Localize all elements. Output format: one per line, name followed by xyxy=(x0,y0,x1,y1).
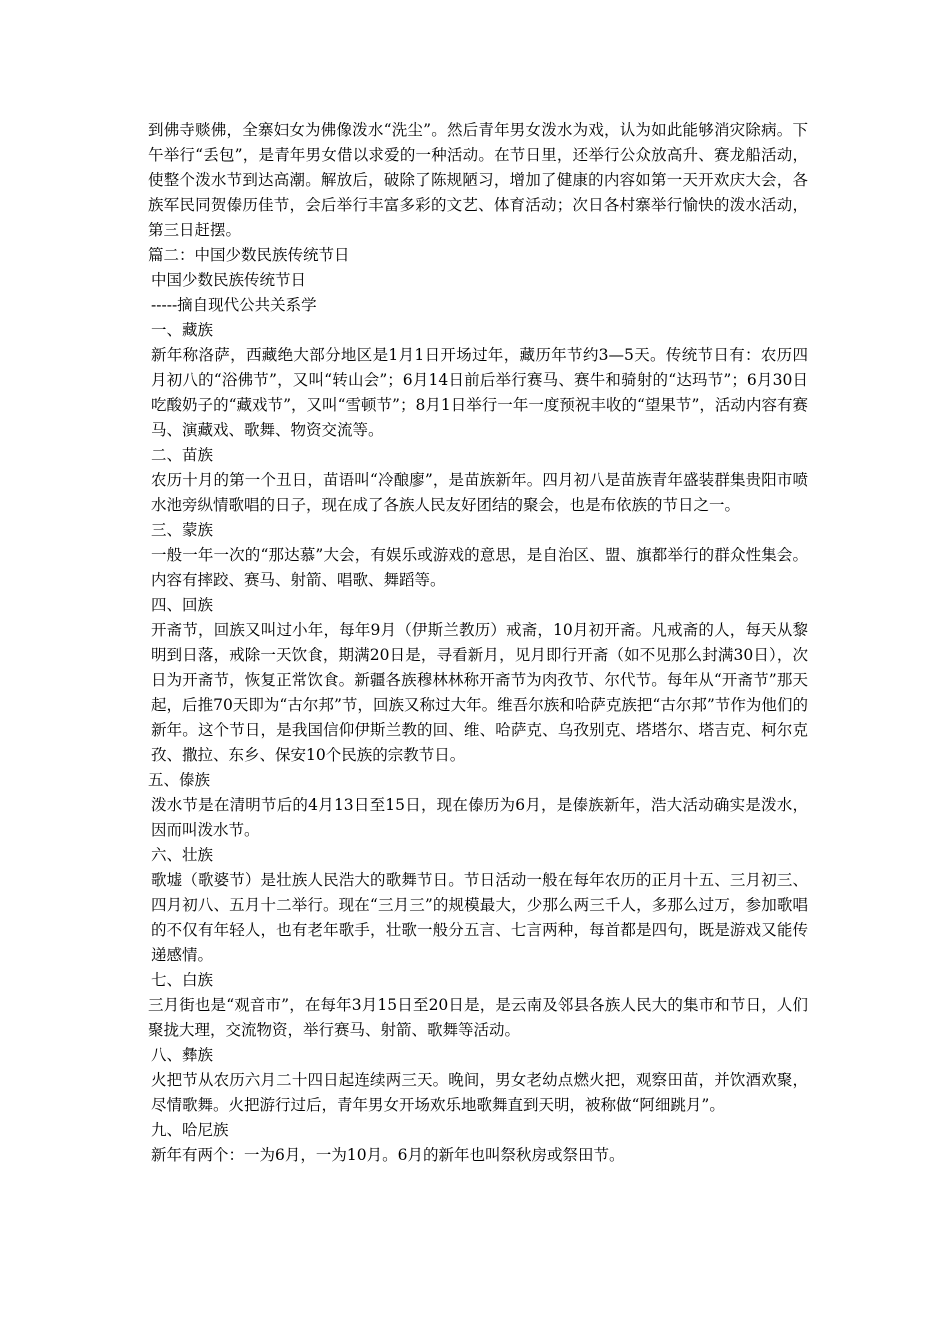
intro-paragraph: 到佛寺赕佛，全寨妇女为佛像泼水“洗尘”。然后青年男女泼水为戏，认为如此能够消灾除病。下午举行“丢包”，是青年男女借以求爱的一种活动。在节日里，还举行公众放高升、赛龙船活动，使整个泼水节到达高潮。解放后，破除了陈规陋习，增加了健康的内容如第一天开欢庆大会，各族军民同贺傣历佳节，会后举行丰富多彩的文艺、体育活动；次日各村寨举行愉快的泼水活动，第三日赶摆。 xyxy=(148,121,808,239)
section-heading-hui: 四、回族 xyxy=(151,596,214,614)
section-body-tibetan: 新年称洛萨，西藏绝大部分地区是1月1日开场过年，藏历年节约3—5天。传统节日有：农历四月初八的“浴佛节”，又叫“转山会”；6月14日前后举行赛马、赛牛和骑射的“达玛节”；6月30日吃酸奶子的“藏戏节”，又叫“雪顿节”；8月1日举行一年一度预祝丰收的“望果节”，活动内容有赛马、演藏戏、歌舞、物资交流等。 xyxy=(151,346,808,439)
part-heading: 篇二：中国少数民族传统节日 xyxy=(148,246,350,264)
document-page xyxy=(148,118,808,1168)
section-body-yi: 火把节从农历六月二十四日起连续两三天。晚间，男女老幼点燃火把，观察田苗，并饮酒欢聚，尽情歌舞。火把游行过后，青年男女开场欢乐地歌舞直到天明，被称做“阿细跳月”。 xyxy=(151,1071,808,1114)
section-heading-hani: 九、哈尼族 xyxy=(151,1121,229,1139)
section-body-hui: 开斋节，回族又叫过小年，每年9月（伊斯兰教历）戒斋，10月初开斋。凡戒斋的人，每天从黎明到日落，戒除一天饮食，期满20日是，寻看新月，见月即行开斋（如不见那么封满30日），次日为开斋节，恢复正常饮食。新疆各族穆林林称开斋节为肉孜节、尔代节。每年从“开斋节”那天起，后推70天即为“古尔邦”节，回族又称过大年。维吾尔族和哈萨克族把“古尔邦”节作为他们的新年。这个节日，是我国信仰伊斯兰教的回、维、哈萨克、乌孜别克、塔塔尔、塔吉克、柯尔克孜、撒拉、东乡、保安10个民族的宗教节日。 xyxy=(151,621,808,764)
section-body-mongol: 一般一年一次的“那达慕”大会，有娱乐或游戏的意思，是自治区、盟、旗都举行的群众性集会。内容有摔跤、赛马、射箭、唱歌、舞蹈等。 xyxy=(151,546,808,589)
section-heading-miao: 二、苗族 xyxy=(151,446,214,464)
source-note: -----摘自现代公共关系学 xyxy=(151,296,317,314)
section-body-zhuang: 歌墟（歌婆节）是壮族人民浩大的歌舞节日。节日活动一般在每年农历的正月十五、三月初三、四月初八、五月十二举行。现在“三月三”的规模最大，少那么两三千人，多那么过万，参加歌唱的不仅有年轻人，也有老年歌手，壮歌一般分五言、七言两种，每首都是四句，既是游戏又能传递感情。 xyxy=(151,871,808,964)
section-body-hani: 新年有两个：一为6月，一为10月。6月的新年也叫祭秋房或祭田节。 xyxy=(151,1146,625,1164)
section-heading-dai: 五、傣族 xyxy=(148,771,211,789)
section-heading-yi: 八、彝族 xyxy=(151,1046,214,1064)
section-body-miao: 农历十月的第一个丑日，苗语叫“冷酿廖”，是苗族新年。四月初八是苗族青年盛装群集贵阳市喷水池旁纵情歌唱的日子，现在成了各族人民友好团结的聚会，也是布依族的节日之一。 xyxy=(151,471,808,514)
section-heading-zhuang: 六、壮族 xyxy=(151,846,214,864)
document-title: 中国少数民族传统节日 xyxy=(151,271,307,289)
section-heading-mongol: 三、蒙族 xyxy=(151,521,214,539)
section-heading-bai: 七、白族 xyxy=(151,971,214,989)
section-body-bai: 三月街也是“观音市”，在每年3月15日至20日是，是云南及邻县各族人民大的集市和节日，人们聚拢大理，交流物资，举行赛马、射箭、歌舞等活动。 xyxy=(148,996,808,1039)
section-body-dai: 泼水节是在清明节后的4月13日至15日，现在傣历为6月，是傣族新年，浩大活动确实是泼水，因而叫泼水节。 xyxy=(151,796,808,839)
section-heading-tibetan: 一、藏族 xyxy=(151,321,214,339)
